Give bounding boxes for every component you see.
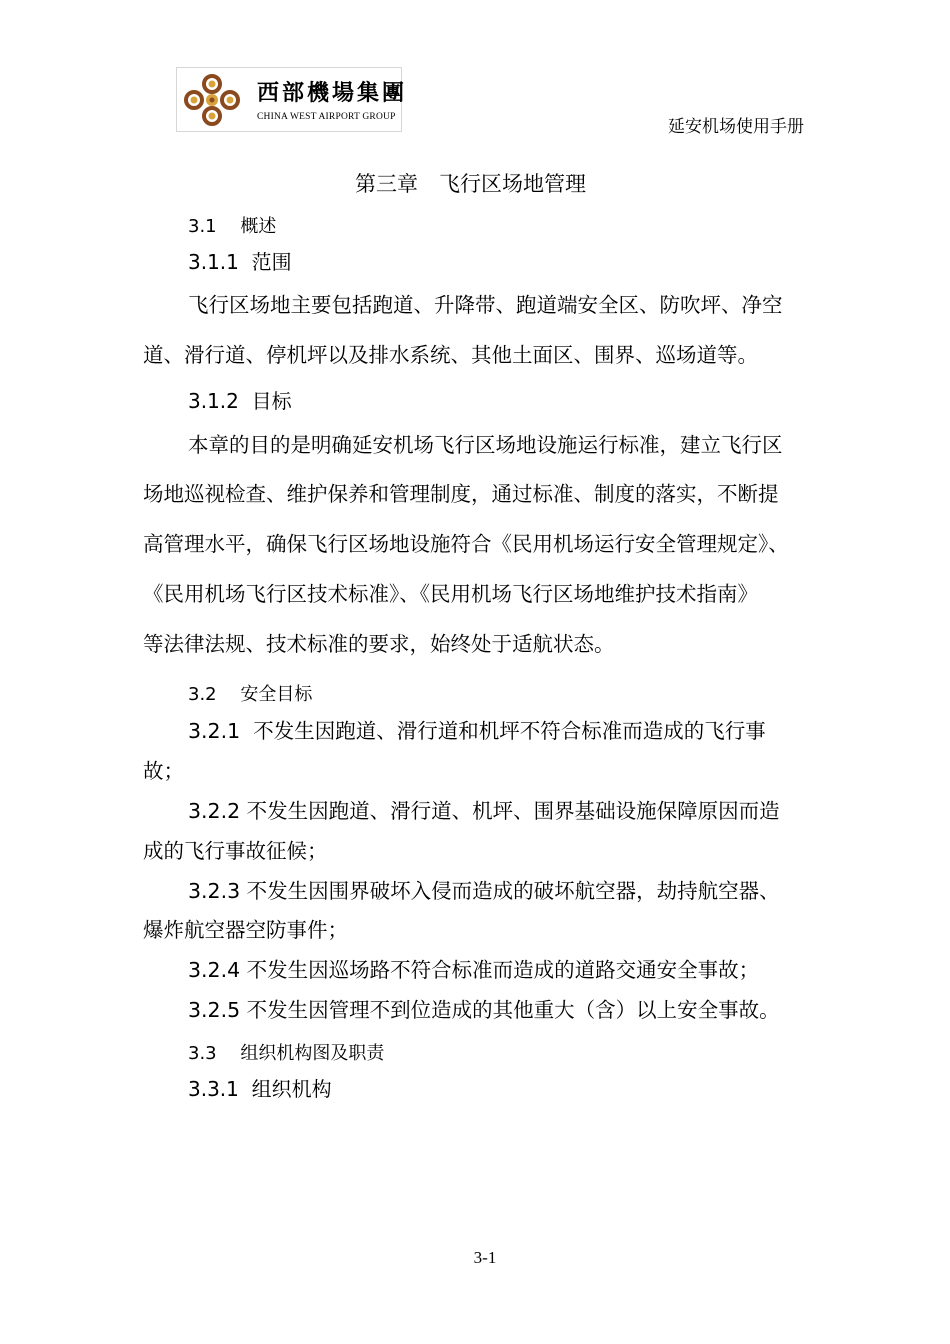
cloud-emblem-icon (181, 71, 243, 129)
section-heading-3-3: 3.3 组织机构图及职责 (188, 1043, 385, 1064)
safety-target-1-line-1: 3.2.1 不发生因跑道、滑行道和机坪不符合标准而造成的飞行事 (188, 719, 766, 743)
chapter-title: 第三章 飞行区场地管理 (355, 172, 586, 196)
safety-target-5: 3.2.5 不发生因管理不到位造成的其他重大（含）以上安全事故。 (188, 998, 780, 1022)
goal-paragraph-line-4: 《民用机场飞行区技术标准》、《民用机场飞行区场地维护技术指南》 (143, 582, 758, 606)
scope-paragraph-line-2: 道、滑行道、停机坪以及排水系统、其他土面区、围界、巡场道等。 (143, 343, 758, 367)
safety-target-1-line-2: 故； (143, 759, 184, 783)
safety-target-2-line-1: 3.2.2 不发生因跑道、滑行道、机坪、围界基础设施保障原因而造 (188, 799, 780, 823)
company-logo (176, 67, 408, 132)
section-heading-3-1: 3.1 概述 (188, 216, 277, 237)
logo-english-name: CHINA WEST AIRPORT GROUP (257, 112, 396, 122)
safety-target-3-line-1: 3.2.3 不发生因围界破坏入侵而造成的破坏航空器，劫持航空器、 (188, 879, 780, 903)
scope-paragraph-line-1: 飞行区场地主要包括跑道、升降带、跑道端安全区、防吹坪、净空 (188, 293, 783, 317)
goal-paragraph-line-2: 场地巡视检查、维护保养和管理制度，通过标准、制度的落实，不断提 (143, 482, 779, 506)
section-heading-3-2: 3.2 安全目标 (188, 684, 313, 705)
safety-target-3-line-2: 爆炸航空器空防事件； (143, 918, 348, 942)
logo-chinese-name: 西部機場集團 (257, 80, 408, 106)
subsection-heading-3-1-1: 3.1.1 范围 (188, 250, 292, 274)
safety-target-2-line-2: 成的飞行事故征候； (143, 839, 328, 863)
subsection-heading-3-1-2: 3.1.2 目标 (188, 389, 292, 413)
subsection-heading-3-3-1: 3.3.1 组织机构 (188, 1077, 332, 1101)
page-number: 3-1 (473, 1248, 497, 1267)
safety-target-4: 3.2.4 不发生因巡场路不符合标准而造成的道路交通安全事故； (188, 958, 760, 982)
manual-title: 延安机场使用手册 (668, 117, 804, 137)
goal-paragraph-line-5: 等法律法规、技术标准的要求，始终处于适航状态。 (143, 632, 615, 656)
goal-paragraph-line-3: 高管理水平，确保飞行区场地设施符合《民用机场运行安全管理规定》、 (143, 532, 789, 556)
goal-paragraph-line-1: 本章的目的是明确延安机场飞行区场地设施运行标准，建立飞行区 (188, 433, 783, 457)
